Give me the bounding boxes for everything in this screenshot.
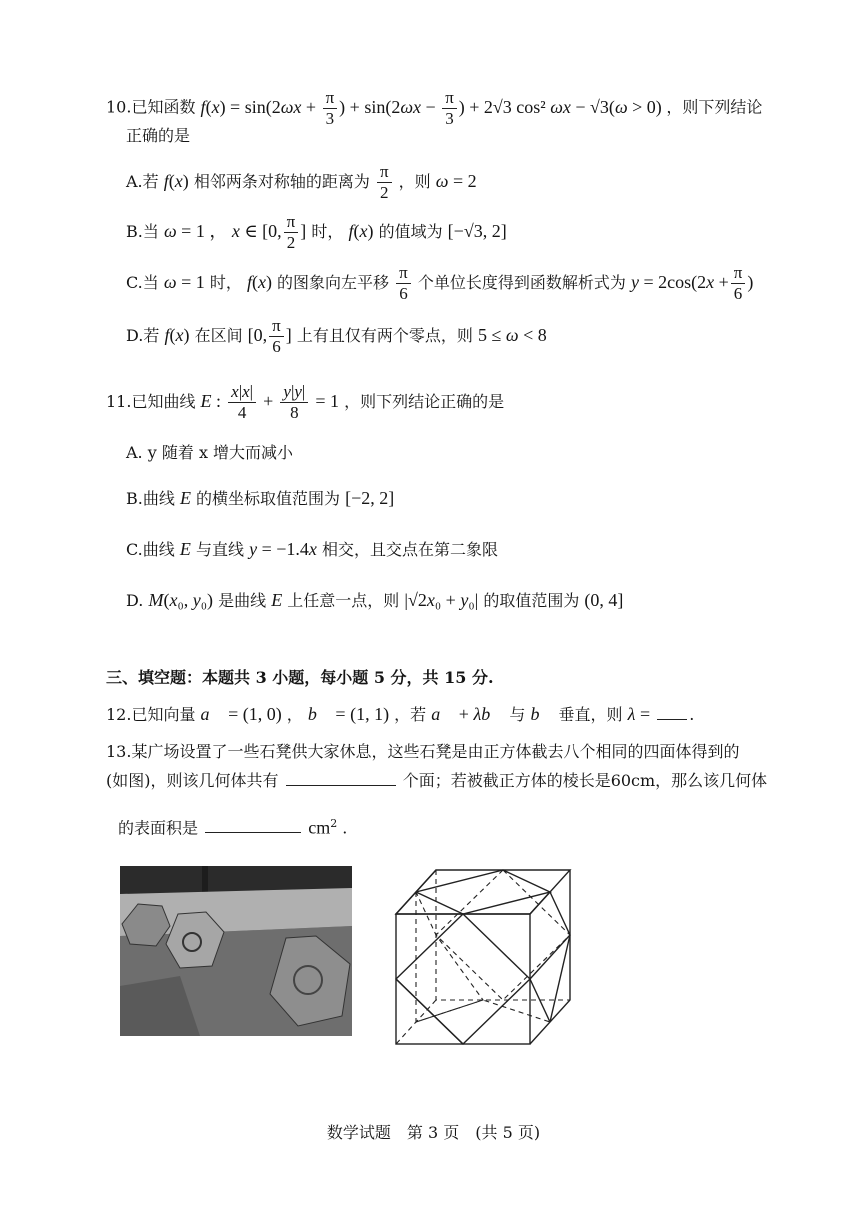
- section-heading-fill-in: 三、填空题：本题共 3 小题，每小题 5 分，共 15 分.: [106, 668, 494, 687]
- q13-line2: (如图)，则该几何体共有 个面；若被截正方体的棱长是60cm，那么该几何体: [106, 771, 768, 790]
- truncated-cube-figure: [388, 862, 574, 1052]
- q11-stem: 11.已知曲线 E : $\frac{x|x|}{4}$ + $\frac{y|y|}{8}$ = 1 ，则下列结论正确的是: [106, 382, 505, 422]
- q10-option-b: B.当 ω = 1 ， x ∈ [0, $\frac{\pi}{2}$ ] 时， f(x) 的值域为 [−√3, 2]: [126, 212, 507, 252]
- q11-option-b: B.曲线 E 的横坐标取值范围为 [−2, 2]: [126, 488, 395, 508]
- q13-faces-blank: [286, 769, 396, 786]
- q12-answer-blank: [657, 703, 687, 720]
- q13-area-blank: [205, 816, 301, 833]
- q13-line1: 13.某广场设置了一些石凳供大家休息，这些石凳是由正方体截去八个相同的四面体得到的: [106, 742, 740, 761]
- q10-option-a: A.若 f(x) 相邻两条对称轴的距离为 $\frac{\pi}{2}$ ，则 ω = 2: [126, 162, 477, 202]
- q10-stem-line2: 正确的是: [126, 126, 191, 145]
- q10-stem: 10.已知函数 f(x) = sin(2ωx + $\frac{\pi}{3}$ ) + sin(2ωx − $\frac{\pi}{3}$ ) + 2√3 cos² ωx − √3(ω > 0) ，则下列结论: [106, 88, 763, 128]
- q10-option-d: D.若 f(x) 在区间 [0, $\frac{\pi}{6}$ ] 上有且仅有两个零点，则 5 ≤ ω < 8: [126, 316, 547, 356]
- stone-stools-photo: [120, 866, 352, 1036]
- q11-option-a: A. y 随着 x 增大而减小: [126, 443, 294, 462]
- stone-stools-photo-drawing: [120, 866, 352, 1036]
- q12: 12.已知向量 a⃗ = (1, 0) ， b⃗ = (1, 1) ，若 a⃗ + λb⃗ 与 b⃗ 垂直，则 λ = .: [106, 704, 695, 724]
- q11-option-c: C.曲线 E 与直线 y = −1.4x 相交，且交点在第二象限: [126, 539, 498, 559]
- q10-function-formula: f(x) = sin(2ωx + $\frac{\pi}{3}$ ) + sin(2ωx − $\frac{\pi}{3}$ ) + 2√3 cos² ωx − √3(ω > 0): [200, 88, 667, 128]
- page-footer: 数学试题 第 3 页 (共 5 页): [326, 1123, 541, 1142]
- q10-option-c: C.当 ω = 1 时， f(x) 的图象向左平移 $\frac{\pi}{6}$ 个单位长度得到函数解析式为 y = 2cos(2x + $\frac{\pi}{6}$ ): [126, 263, 754, 303]
- q11-option-d: D. M(x₀, y₀) 是曲线 E 上任意一点，则 |√2x₀ + y₀| 的取值范围为 (0, 4]: [126, 590, 624, 610]
- q13-line3: 的表面积是 $cm^2$ .: [118, 817, 348, 838]
